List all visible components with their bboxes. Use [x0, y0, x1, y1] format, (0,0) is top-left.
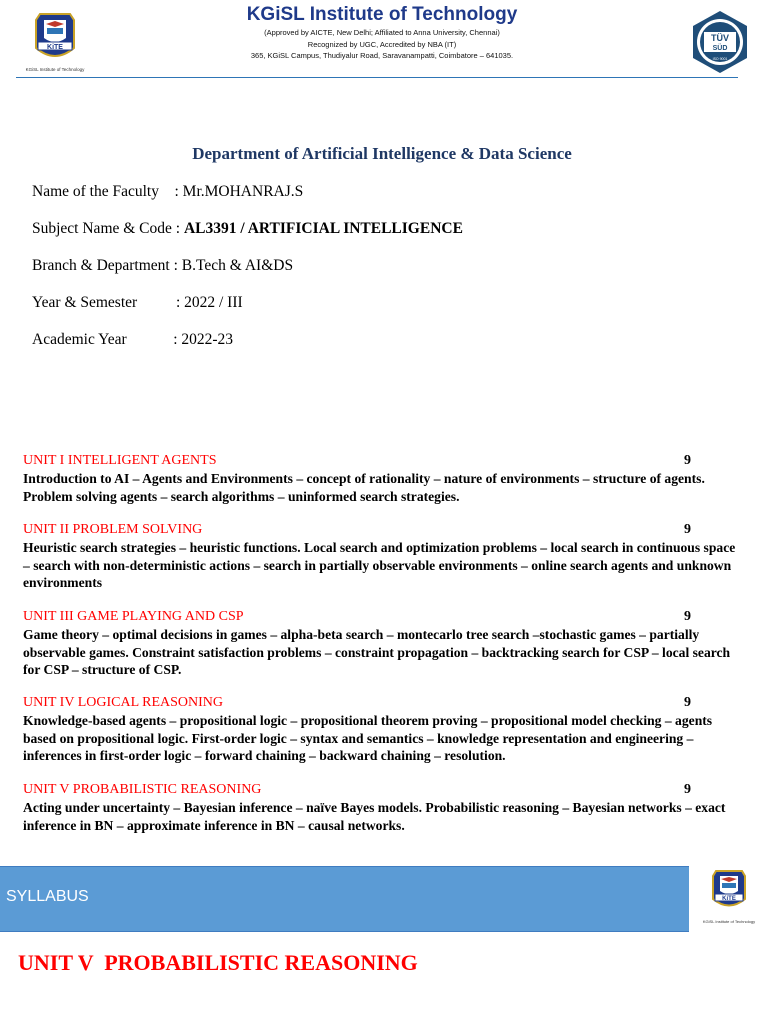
info-value: Mr.MOHANRAJ.S [182, 183, 304, 200]
address-line: 365, KGiSL Campus, Thudiyalur Road, Saravanampatti, Coimbatore – 641035. [250, 51, 514, 60]
approval-line: (Approved by AICTE, New Delhi; Affiliated to Anna University, Chennai) [264, 28, 500, 37]
info-label: Name of the Faculty [32, 183, 159, 200]
header-divider [16, 77, 738, 78]
info-separator: : [126, 331, 182, 348]
unit-hours: 9 [684, 695, 691, 710]
info-row [32, 257, 293, 275]
institute-logo-small [698, 866, 760, 928]
unit-hours: 9 [684, 782, 691, 797]
info-row [32, 331, 233, 349]
info-label: Year & Semester [32, 294, 138, 311]
unit-hours: 9 [684, 453, 691, 468]
info-separator: : [169, 257, 182, 274]
unit-title: UNIT III GAME PLAYING AND CSP [23, 609, 244, 624]
logo-text: KiTE [47, 44, 63, 51]
logo-caption: KGiSL Institute of Technology [25, 67, 85, 72]
info-label: Subject Name & Code [32, 220, 172, 237]
recognition-line: Recognized by UGC, Accredited by NBA (IT) [307, 40, 457, 49]
unit-title: UNIT V PROBABILISTIC REASONING [23, 782, 262, 797]
unit-title: UNIT I INTELLIGENT AGENTS [23, 453, 217, 468]
institute-logo [16, 8, 94, 74]
sud-text: SÜD [712, 45, 728, 52]
info-separator: : [171, 220, 184, 237]
unit-description: Knowledge-based agents – propositional logic – propositional theorem proving – propositional model checking – agents based on propositional logic. First-order logic – syntax and semantics – knowledge representation and engineering – inferences in first-order logic – forward chaining – backward chaining – resolution. [23, 713, 713, 763]
unit-title: UNIT IV LOGICAL REASONING [23, 695, 224, 710]
unit-description: Acting under uncertainty – Bayesian inference – naïve Bayes models. Probabilistic reasoning – Bayesian networks – exact inference in BN – approximate inference in BN – causal networks. [23, 800, 726, 833]
info-value: 2022-23 [181, 331, 234, 348]
tuv-certification-logo [688, 10, 752, 74]
unit-hours: 9 [684, 522, 691, 537]
info-row [32, 294, 243, 312]
tuv-text: TÜV [711, 33, 729, 43]
info-value: AL3391 / ARTIFICIAL INTELLIGENCE [183, 220, 463, 237]
info-label: Academic Year [32, 331, 127, 348]
info-value: 2022 / III [184, 294, 243, 311]
info-row [32, 220, 463, 238]
info-row [32, 183, 303, 201]
unit-description: Heuristic search strategies – heuristic functions. Local search and optimization problems – local search in continuous space – search with non-deterministic actions – search in partially observable environments – online search agents and unknown environments [23, 540, 736, 590]
info-separator: : [158, 183, 183, 200]
banner-label: SYLLABUS [6, 888, 89, 905]
unit-title: UNIT II PROBLEM SOLVING [23, 522, 203, 537]
slide-title: UNIT V PROBABILISTIC REASONING [18, 950, 418, 975]
institute-name: KGiSL Institute of Technology [246, 4, 518, 25]
info-label: Branch & Department [32, 257, 170, 274]
info-value: B.Tech & AI&DS [181, 257, 294, 274]
unit-description: Game theory – optimal decisions in games – alpha-beta search – montecarlo tree search –stochastic games – partially observable games. Constraint satisfaction problems – constraint propagation – backtracking search for CSP – local search for CSP – structure of CSP. [23, 627, 731, 677]
unit-description: Introduction to AI – Agents and Environments – concept of rationality – nature of environments – structure of agents. Problem solving agents – search algorithms – uninformed search strategies. [23, 471, 705, 504]
syllabus-banner [0, 866, 689, 932]
iso-text: ISO 9001 [712, 57, 728, 61]
unit-hours: 9 [684, 609, 691, 624]
logo-small-text: KiTE [722, 896, 736, 902]
department-title: Department of Artificial Intelligence & Data Science [192, 144, 572, 163]
logo-small-caption: KGiSL Institute of Technology [702, 919, 756, 924]
info-separator: : [137, 294, 185, 311]
